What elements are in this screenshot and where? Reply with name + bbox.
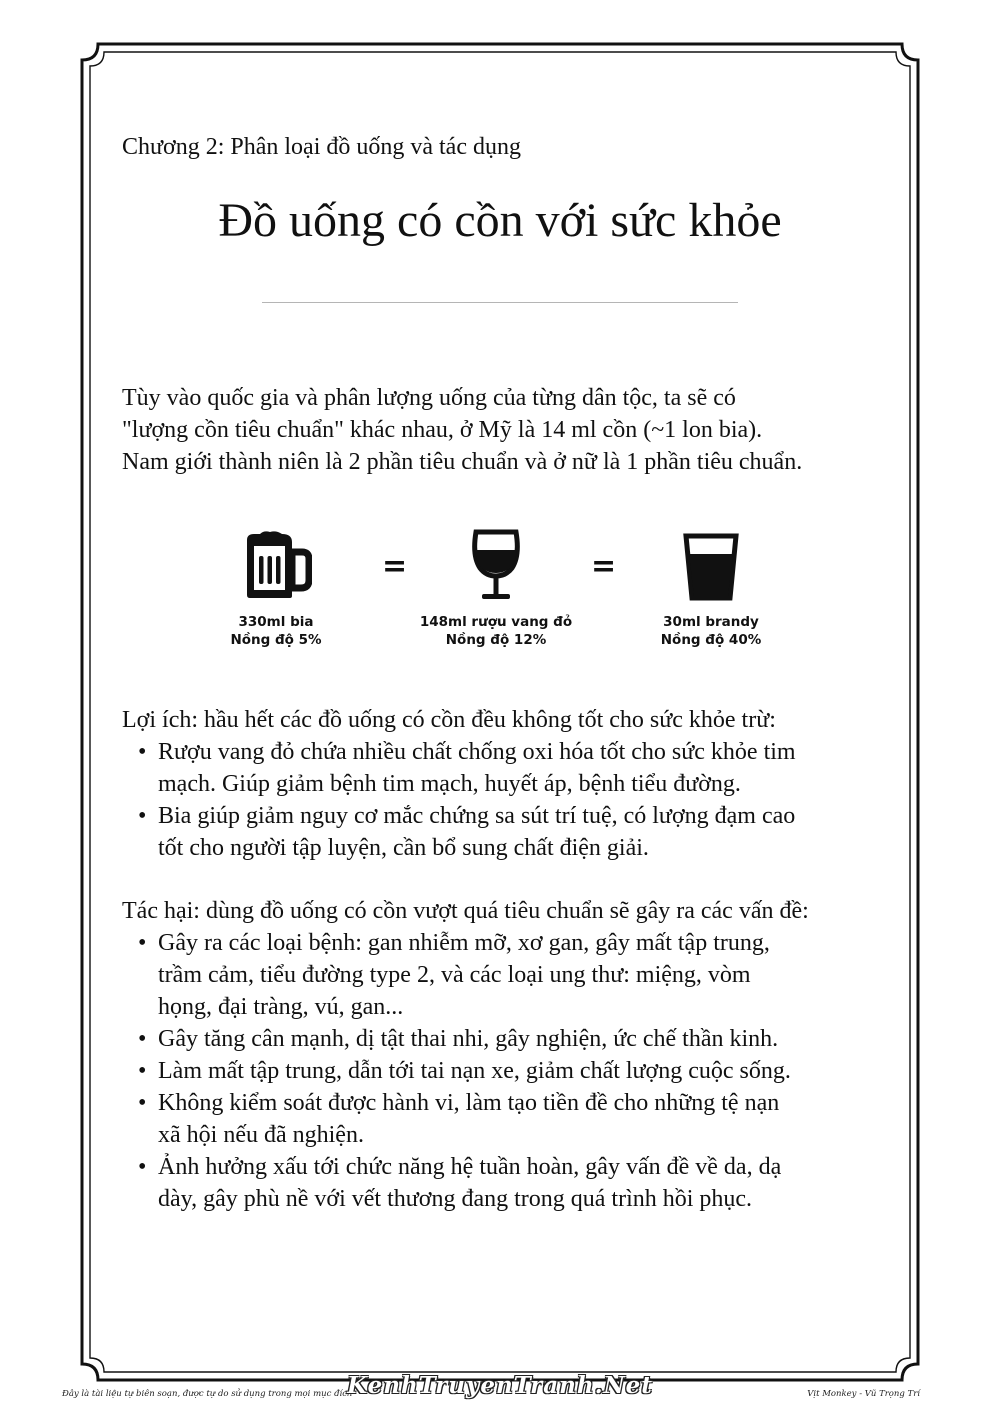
intro-paragraph	[122, 382, 922, 478]
list-item	[122, 1055, 902, 1087]
harms-heading: Tác hại: dùng đồ uống có cồn vượt quá tiêu chuẩn sẽ gây ra các vấn đề:	[122, 898, 809, 924]
brandy-caption	[591, 613, 831, 649]
intro-line: Nam giới thành niên là 2 phần tiêu chuẩn và ở nữ là 1 phần tiêu chuẩn.	[122, 449, 803, 475]
list-item-line: Gây tăng cân mạnh, dị tật thai nhi, gây nghiện, ức chế thần kinh.	[158, 1026, 779, 1052]
list-item	[122, 736, 902, 800]
benefits-section	[122, 704, 902, 864]
list-item-line: Bia giúp giảm nguy cơ mắc chứng sa sút trí tuệ, có lượng đạm cao	[158, 803, 796, 829]
list-item	[122, 800, 902, 864]
shot-glass-icon	[682, 532, 740, 602]
equals-sign: =	[382, 549, 408, 584]
harms-section	[122, 895, 902, 1215]
footer-author: Vịt Monkey - Vũ Trọng Trí	[807, 1389, 920, 1399]
list-item-line: Rượu vang đỏ chứa nhiều chất chống oxi hóa tốt cho sức khỏe tim	[158, 739, 796, 765]
harms-list	[122, 927, 902, 1215]
caption-strength: Nồng độ 5%	[230, 632, 322, 648]
list-item	[122, 1151, 902, 1215]
list-item-line: Ảnh hưởng xấu tới chức năng hệ tuần hoàn, gây vấn đề về da, dạ	[158, 1154, 782, 1180]
page-title: Đồ uống có cồn với sức khỏe	[218, 194, 782, 247]
intro-line: "lượng cồn tiêu chuẩn" khác nhau, ở Mỹ là 14 ml cồn (~1 lon bia).	[122, 417, 763, 443]
caption-volume: 330ml bia	[238, 614, 314, 630]
equals-sign: =	[591, 549, 617, 584]
list-item-line: trầm cảm, tiểu đường type 2, và các loại ung thư: miệng, vòm	[158, 962, 751, 988]
caption-volume: 148ml rượu vang đỏ	[419, 614, 573, 630]
list-item	[122, 1023, 902, 1055]
list-item-line: dày, gây phù nề với vết thương đang trong quá trình hồi phục.	[158, 1186, 753, 1212]
wine-glass-icon	[470, 528, 522, 604]
beer-caption	[156, 613, 396, 649]
caption-strength: Nồng độ 12%	[445, 632, 547, 648]
caption-volume: 30ml brandy	[663, 614, 759, 630]
list-item-line: Gây ra các loại bệnh: gan nhiễm mỡ, xơ gan, gây mất tập trung,	[158, 930, 770, 956]
list-item-line: mạch. Giúp giảm bệnh tim mạch, huyết áp, bệnh tiểu đường.	[158, 771, 741, 797]
chapter-heading: Chương 2: Phân loại đồ uống và tác dụng	[122, 134, 521, 160]
footer-watermark: KenhTruyenTranh.Net	[347, 1372, 653, 1399]
caption-strength: Nồng độ 40%	[660, 632, 762, 648]
beer-mug-icon	[240, 530, 312, 602]
wine-caption	[376, 613, 616, 649]
title-divider	[262, 302, 738, 303]
list-item-line: xã hội nếu đã nghiện.	[158, 1122, 364, 1148]
benefits-list	[122, 736, 902, 864]
benefits-heading: Lợi ích: hầu hết các đồ uống có cồn đều không tốt cho sức khỏe trừ:	[122, 707, 776, 733]
list-item-line: Làm mất tập trung, dẫn tới tai nạn xe, giảm chất lượng cuộc sống.	[158, 1058, 791, 1084]
intro-line: Tùy vào quốc gia và phân lượng uống của từng dân tộc, ta sẽ có	[122, 385, 736, 411]
list-item-line: Không kiểm soát được hành vi, làm tạo tiền đề cho những tệ nạn	[158, 1090, 780, 1116]
list-item	[122, 927, 902, 1023]
list-item-line: tốt cho người tập luyện, cần bổ sung chất điện giải.	[158, 835, 649, 861]
list-item-line: họng, đại tràng, vú, gan...	[158, 994, 404, 1020]
list-item	[122, 1087, 902, 1151]
footer-note: Đây là tài liệu tự biên soạn, được tự do sử dụng trong mọi mục đích	[62, 1389, 353, 1399]
